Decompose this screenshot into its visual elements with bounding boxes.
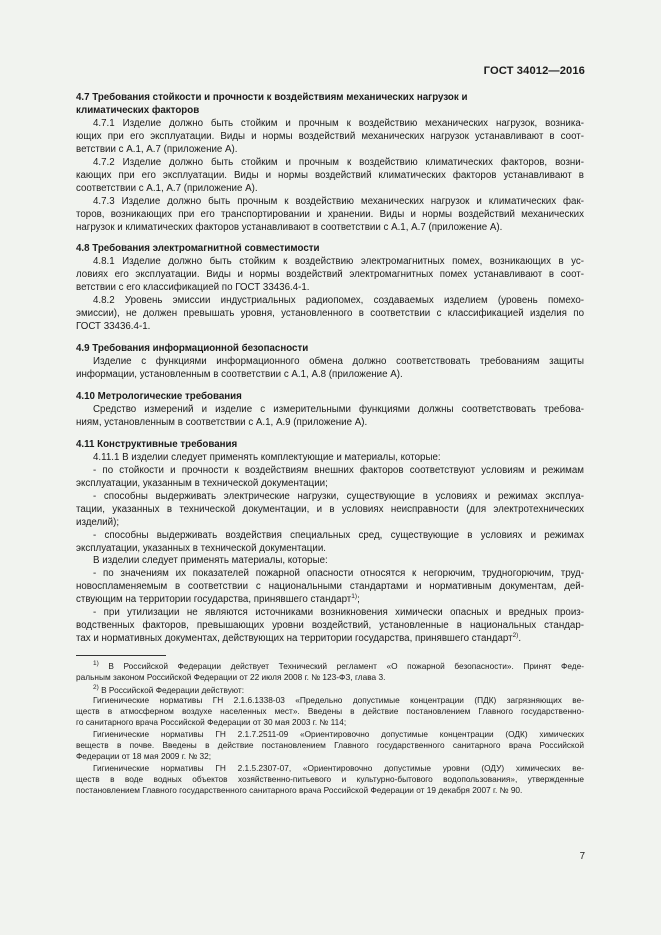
text-line bbox=[76, 661, 584, 672]
text-line: ществ в атмосферном воздухе населенных мест». Введены в действие постановлением Главного государственно- bbox=[76, 705, 584, 716]
text-line: 4.7.3 Изделие должно быть прочным к воздействию механических нагрузок и климатических фак- bbox=[93, 195, 584, 207]
text-line: ловиях его эксплуатации. Виды и нормы воздействий электромагнитных помех устанавливают в соот- bbox=[76, 269, 584, 281]
text-line: эксплуатации, указанным в технической документации; bbox=[76, 477, 328, 489]
footnotes bbox=[76, 661, 584, 795]
text-line: - по стойкости и прочности к воздействиям внешних факторов соответствуют условиям и режимам bbox=[93, 464, 584, 476]
section-4-10-title: 4.10 Метрологические требования bbox=[76, 391, 242, 403]
paragraph-4-7-1 bbox=[76, 118, 584, 157]
text-line: веществ в почве. Введены в действие постановлением Главного государственного санитарного врача Российской bbox=[76, 740, 584, 751]
text-line: Гигиенические нормативы ГН 2.1.6.1338-03 «Предельно допустимые концентрации (ПДК) загрязняющих ве- bbox=[93, 695, 584, 706]
text-line bbox=[76, 633, 584, 646]
paragraph-4-10 bbox=[76, 404, 584, 430]
document-body bbox=[76, 92, 584, 796]
text-line: 4.7.2 Изделие должно быть стойким и прочным к воздействию климатических факторов, возни- bbox=[93, 156, 584, 168]
text-line: торов, возникающих при его транспортировании и хранении. Виды и нормы воздействий механических bbox=[76, 208, 584, 220]
text-line: ющих при его эксплуатации. Виды и нормы воздействий механических нагрузок устанавливают в соот- bbox=[76, 130, 584, 142]
text-line: - при утилизации не являются источниками возникновения химически опасных и вредных произ- bbox=[93, 607, 584, 619]
text-line: ральным законом Российской Федерации от 22 июля 2008 г. № 123-ФЗ, глава 3. bbox=[76, 671, 386, 682]
text-line: изделий); bbox=[76, 516, 120, 528]
text-line: ветствии с А.1, А.7 (приложение А). bbox=[76, 143, 238, 155]
text-line: соответствии с А.1, А.7 (приложение А). bbox=[76, 182, 258, 194]
text-segment: . bbox=[518, 633, 522, 645]
text-line: эксплуатации, указанных в технической документации. bbox=[76, 542, 326, 554]
paragraph-4-8-1 bbox=[76, 256, 584, 295]
text-line: ГОСТ 33436.4-1. bbox=[76, 321, 151, 333]
text-line: Федерации от 18 мая 2009 г. № 32; bbox=[76, 750, 212, 761]
section-4-9-title: 4.9 Требования информационной безопасности bbox=[76, 343, 309, 355]
footnote-ref-2: 2) bbox=[512, 632, 519, 640]
text-line: Изделие с функциями информационного обмена должно соответствовать требованиям защиты bbox=[93, 356, 584, 368]
text-line: Гигиенические нормативы ГН 2.1.5.2307-07, «Ориентировочно допустимые уровни (ОДУ) химических ве- bbox=[93, 763, 584, 774]
text-line: информации, установленным в соответствии с А.1, А.8 (приложение А). bbox=[76, 369, 403, 381]
section-4-7-title bbox=[76, 92, 584, 118]
page-number: 7 bbox=[579, 851, 585, 862]
text-line bbox=[76, 594, 584, 607]
text-line: новоспламеняемым в соответствии с национальными стандартами и нормативным документам, дей- bbox=[76, 581, 584, 593]
text-line: - способны выдерживать воздействия специальных сред, существующие в условиях и режимах bbox=[93, 529, 584, 541]
footnote-mark-2: 2) bbox=[93, 683, 99, 691]
text-line: 4.8.2 Уровень эмиссии индустриальных радиопомех, создаваемых изделием (уровень помехо- bbox=[93, 295, 584, 307]
title-line: климатических факторов bbox=[76, 104, 200, 116]
text-line: 4.8.1 Изделие должно быть стойким к воздействию электромагнитных помех, возникающих в ус- bbox=[93, 256, 584, 268]
text-line: Гигиенические нормативы ГН 2.1.7.2511-09 «Ориентировочно допустимые концентрации (ОДК) химических bbox=[93, 729, 584, 740]
text-line: ветствии с его классификацией по ГОСТ 33436.4-1. bbox=[76, 282, 310, 294]
text-segment: тах и нормативных документах, действующих на территории государства, принявшего стандарт bbox=[76, 633, 513, 645]
footnote-divider bbox=[76, 655, 166, 656]
text-segment: В Российской Федерации действует Технический регламент «О пожарной безопасности». Принят Феде- bbox=[98, 661, 584, 672]
section-4-11-title: 4.11 Конструктивные требования bbox=[76, 438, 238, 450]
paragraph-4-11-1 bbox=[76, 452, 584, 646]
paragraph-4-8-2 bbox=[76, 295, 584, 334]
footnote-mark-1: 1) bbox=[93, 660, 99, 668]
text-line: кающих при его эксплуатации. Виды и нормы воздействий климатических факторов устанавливают в bbox=[76, 169, 584, 181]
text-line: водственных факторов, превышающих уровни воздействий, установленные в национальных стандар- bbox=[76, 620, 584, 632]
paragraph-4-9 bbox=[76, 356, 584, 382]
text-line: нагрузок и климатических факторов устанавливают в соответствии с А.1, А.7 (приложение А). bbox=[76, 221, 503, 233]
text-line: Средство измерений и изделие с измерительными функциями должны соответствовать требова- bbox=[93, 403, 584, 415]
text-line: ниям, установленным в соответствии с А.1, А.9 (приложение А). bbox=[76, 416, 368, 428]
section-4-8-title: 4.8 Требования электромагнитной совместимости bbox=[76, 243, 320, 255]
document-id: ГОСТ 34012—2016 bbox=[483, 65, 585, 77]
footnote-2-item-2 bbox=[76, 729, 584, 761]
text-line: 4.7.1 Изделие должно быть стойким и прочным к воздействию механических нагрузок, возника- bbox=[93, 117, 584, 129]
paragraph-4-7-3 bbox=[76, 196, 584, 235]
text-line: 4.11.1 В изделии следует применять комплектующие и материалы, которые: bbox=[93, 451, 441, 463]
text-line: В изделии следует применять материалы, которые: bbox=[93, 555, 328, 567]
footnote-2-item-3 bbox=[76, 763, 584, 795]
text-segment: В Российской Федерации действуют: bbox=[98, 684, 245, 695]
paragraph-4-7-2 bbox=[76, 157, 584, 196]
footnote-2 bbox=[76, 685, 584, 728]
text-segment: ; bbox=[357, 594, 360, 606]
footnote-1 bbox=[76, 661, 584, 682]
text-line: - способны выдерживать электрические нагрузки, существующие в условиях и режимах эксплуа- bbox=[93, 490, 584, 502]
footnote-ref-1: 1) bbox=[351, 593, 358, 601]
text-line: го санитарного врача Российской Федерации от 30 мая 2003 г. № 114; bbox=[76, 716, 347, 727]
text-line: - по значениям их показателей пожарной опасности относятся к негорючим, трудногорючим, труд- bbox=[93, 568, 584, 580]
text-segment: ствующим на территории государства, принявшего стандарт bbox=[76, 594, 352, 606]
text-line: постановлением Главного государственного санитарного врача Российской Федерации от 19 декабря 2007 г. № 90. bbox=[76, 784, 523, 795]
text-line: ществ в воде водных объектов хозяйственно-питьевого и культурно-бытового водопользования», утвержденные bbox=[76, 774, 584, 785]
title-line: 4.7 Требования стойкости и прочности к воздействиям механических нагрузок и bbox=[76, 92, 468, 103]
text-line bbox=[76, 685, 584, 696]
text-line: эмиссии), не должен превышать уровня, установленного в соответствии с классификацией изделия по bbox=[76, 308, 584, 320]
text-line: тации, указанных в технической документации, и в условиях неисправности (для электротехнических bbox=[76, 503, 584, 515]
